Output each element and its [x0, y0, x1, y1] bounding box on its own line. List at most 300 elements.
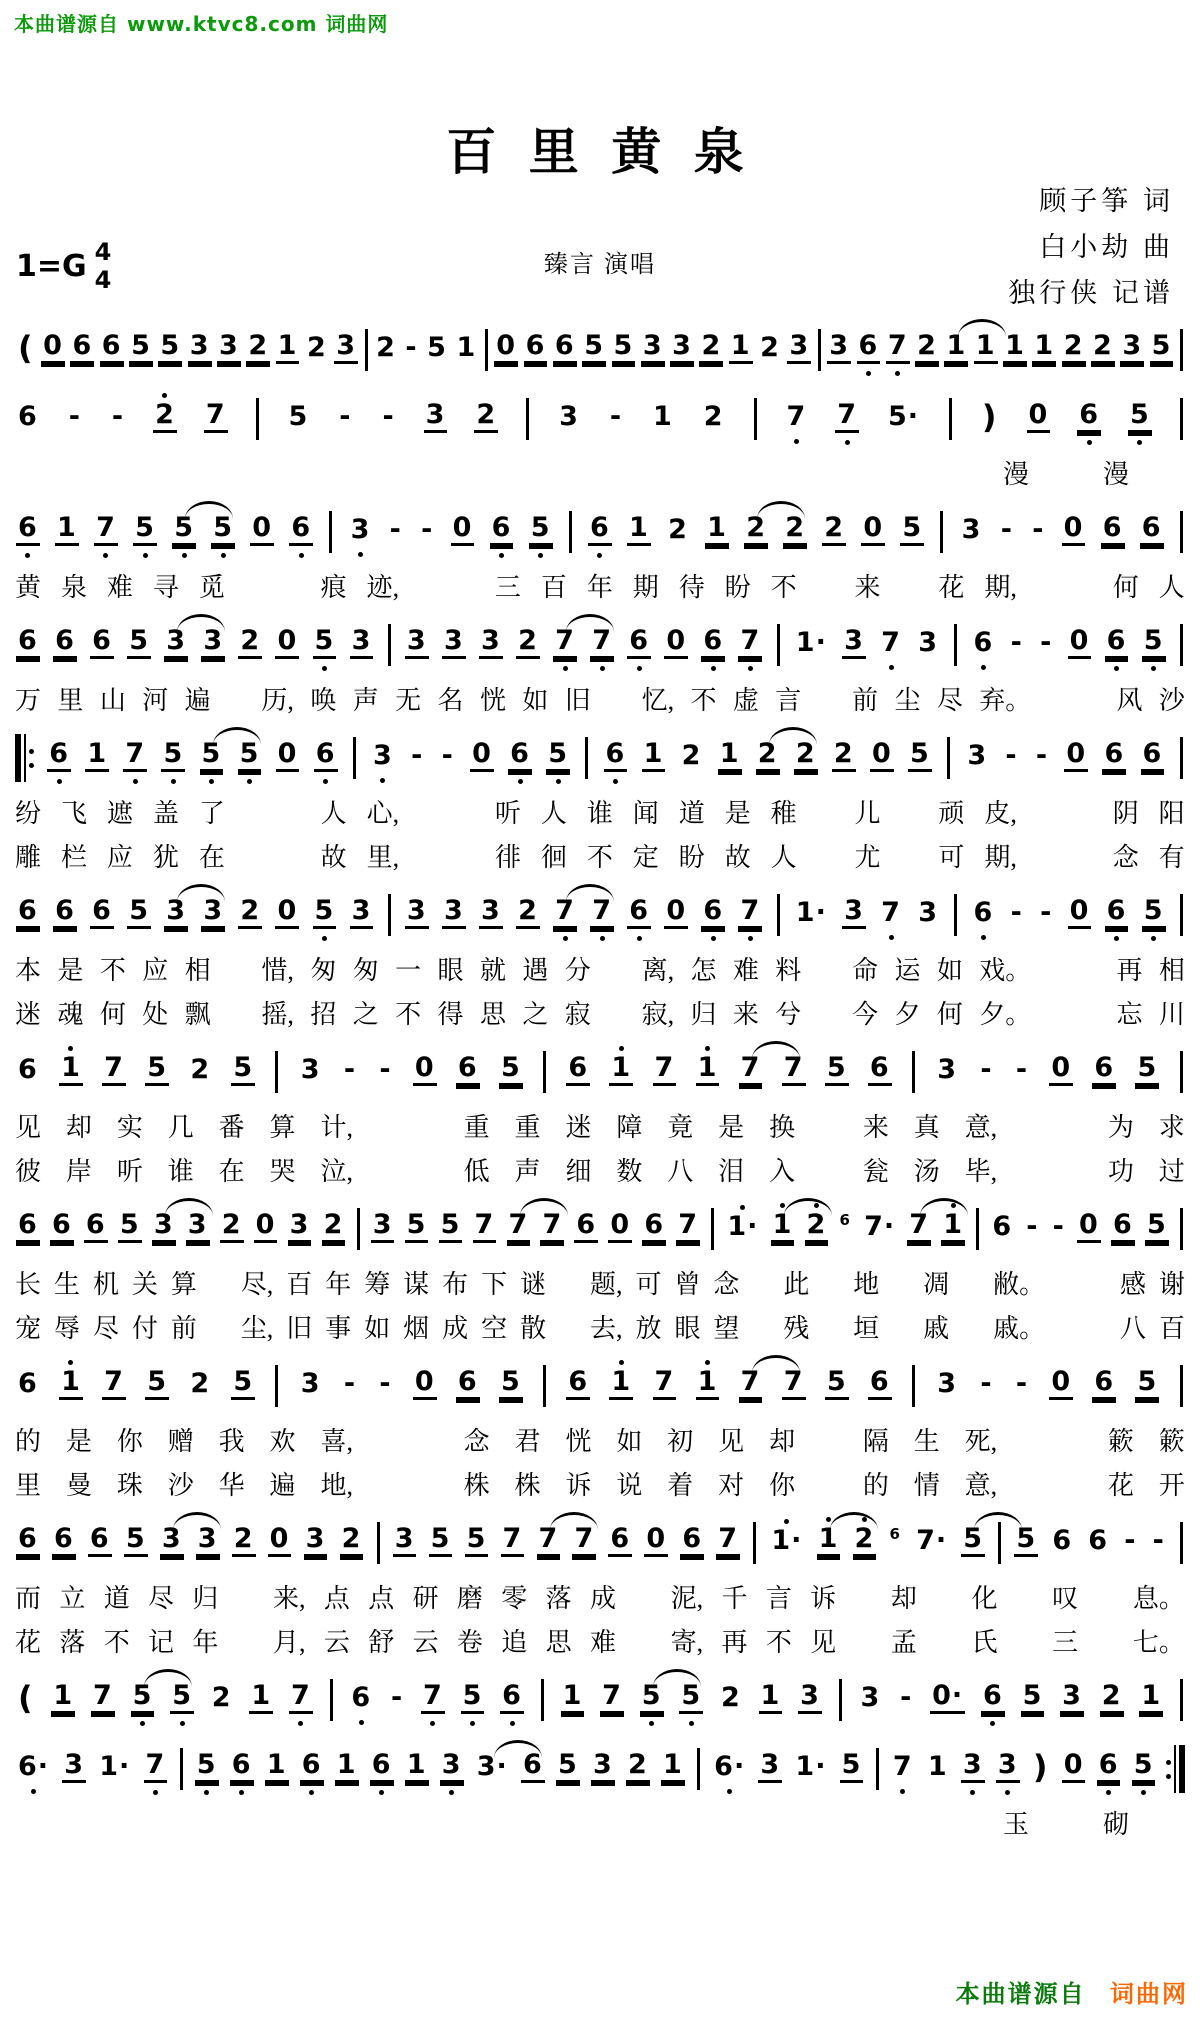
note	[187, 1046, 213, 1099]
lyric-char: 汤	[913, 1157, 940, 1186]
note	[940, 1201, 966, 1257]
octave-dot-slot	[597, 551, 602, 560]
octave-dot-slot	[889, 663, 894, 672]
note	[887, 1517, 902, 1556]
dash-note	[341, 1360, 359, 1413]
note-number: 6	[90, 896, 114, 929]
note-number: 2	[832, 739, 856, 772]
note-number: 6	[701, 626, 725, 659]
note	[929, 1672, 966, 1728]
octave-dot-slot	[981, 933, 986, 942]
low-octave-dot	[209, 779, 214, 784]
note	[15, 504, 41, 560]
note-number: 5	[900, 513, 924, 546]
note-number: 0	[1068, 626, 1092, 659]
lyric-char: 黄	[15, 573, 42, 602]
note	[1141, 887, 1167, 943]
lyric-char: 思	[545, 1628, 572, 1657]
note-number: 5	[439, 1210, 463, 1243]
barline	[947, 737, 950, 779]
lyric-char: 年	[192, 1628, 219, 1657]
lyric-char: 不	[765, 1628, 792, 1657]
lyric-char: 开	[1158, 1471, 1185, 1500]
dash-note	[607, 393, 625, 446]
note-number: 0	[608, 1210, 632, 1243]
note	[143, 1741, 169, 1797]
octave-dot-slot	[556, 777, 561, 786]
note	[275, 730, 301, 786]
lyric-char: 求	[1158, 1113, 1185, 1142]
note	[934, 1046, 960, 1099]
footer-site-name: 词曲网	[1110, 1980, 1188, 2008]
note-number: 0	[41, 331, 65, 364]
note	[839, 1741, 865, 1797]
barline	[697, 1748, 700, 1790]
octave-dot-slot	[613, 777, 618, 786]
lyric-char: 沙	[167, 1471, 194, 1500]
lyric-char: 不	[586, 843, 613, 872]
note-number: 6	[16, 896, 40, 929]
lyric-char: 见	[15, 1113, 42, 1142]
note	[738, 1358, 764, 1414]
note-number: 2	[322, 1210, 346, 1243]
note	[643, 1515, 669, 1571]
notes-line	[15, 1741, 1185, 1797]
lyric-char: 见	[810, 1628, 837, 1657]
footer-source-prefix: 本曲谱源自	[955, 1980, 1086, 2008]
low-octave-dot	[1106, 1790, 1111, 1795]
lyric-char: 离,	[641, 956, 675, 985]
note	[915, 889, 941, 942]
lyric-char: 言	[765, 1584, 792, 1613]
note	[313, 730, 339, 786]
note-number: 3	[201, 896, 225, 929]
lyric-char: 夕	[894, 1000, 921, 1029]
lyric-char: 见	[718, 1427, 745, 1456]
note	[907, 730, 933, 786]
note	[441, 887, 467, 943]
note	[652, 1358, 678, 1414]
lyric-char: 曼	[65, 1471, 92, 1500]
repeat-dots	[1166, 1760, 1171, 1779]
note-number: 6	[1102, 739, 1126, 772]
low-octave-dot	[180, 1721, 185, 1726]
lyric-char: 徊	[540, 843, 567, 872]
lyric-char: 初	[667, 1427, 694, 1456]
lyric-char: 飞	[60, 799, 87, 828]
lyrics-line	[15, 567, 1185, 604]
lyric-char: 谢	[1158, 1270, 1185, 1299]
note-number: -	[111, 400, 125, 432]
note-number: 7	[537, 1524, 561, 1557]
note-number: 7	[653, 1053, 677, 1086]
lyric-char: 来	[854, 573, 881, 602]
lyric-char: 顽	[938, 799, 965, 828]
note-number: 0	[276, 739, 300, 772]
note	[728, 322, 754, 378]
lyric-char: 声	[514, 1157, 541, 1186]
barline	[876, 1748, 879, 1790]
low-octave-dot	[299, 553, 304, 558]
repeat-dots	[29, 749, 34, 768]
note	[469, 730, 495, 786]
lyric-char: 恍	[565, 1427, 592, 1456]
lyric-char: 听	[494, 799, 521, 828]
lyric-char: 万	[15, 686, 42, 715]
note	[973, 322, 999, 378]
lyric-char: 地,	[320, 1471, 353, 1500]
lyric-char: 名	[437, 686, 464, 715]
note	[404, 617, 430, 673]
note-number: 1·	[795, 896, 827, 928]
note-number: 6	[701, 896, 725, 929]
lyric-char: 寄,	[670, 1628, 704, 1657]
credits	[1008, 178, 1174, 316]
note-number: 6	[50, 1210, 74, 1243]
note-number: 3	[798, 1681, 822, 1714]
lyric-char: 眼	[437, 956, 464, 985]
note	[87, 1515, 113, 1571]
high-octave-dot	[784, 1519, 789, 1524]
lyric-char: 眼	[674, 1314, 701, 1343]
barline	[998, 1522, 1001, 1564]
note	[959, 506, 985, 559]
note-number: 1	[944, 331, 968, 364]
lyric-char: 迹,	[366, 573, 400, 602]
note	[915, 619, 941, 672]
dash-note	[376, 1360, 394, 1413]
note-number: 7	[886, 331, 910, 364]
note	[126, 617, 152, 673]
note	[834, 391, 860, 447]
note	[122, 730, 148, 786]
footer-source	[956, 1974, 1188, 2009]
note-number: 3	[350, 626, 374, 659]
note	[450, 504, 476, 560]
low-octave-dot	[748, 936, 753, 941]
note-number: 5	[1135, 1053, 1159, 1086]
lyric-char: 放	[635, 1314, 662, 1343]
note	[611, 322, 637, 378]
note-number: 6	[88, 1524, 112, 1557]
note-number: -	[1015, 1053, 1029, 1085]
note	[573, 1201, 599, 1257]
lyric-char: 期,	[984, 573, 1017, 602]
lyric-char: 念	[1112, 843, 1139, 872]
lyric-char: 念	[713, 1270, 740, 1299]
note	[545, 730, 571, 786]
note-number: 2	[720, 1681, 741, 1713]
note-number: 5	[231, 1367, 255, 1400]
lyric-char: 情	[913, 1471, 940, 1500]
note-number: -	[1015, 1367, 1029, 1399]
dash-note	[1008, 619, 1026, 672]
note	[971, 619, 997, 672]
note	[663, 617, 689, 673]
lyric-char: 忘	[1116, 1000, 1143, 1029]
note	[826, 322, 852, 378]
octave-dot-slot	[470, 1719, 475, 1728]
dash-note	[1033, 732, 1051, 785]
music-system	[15, 1515, 1185, 1659]
note	[856, 322, 882, 378]
note-number: 6	[1101, 513, 1125, 546]
lyric-char: 摇,	[261, 1000, 294, 1029]
note	[187, 1360, 213, 1413]
lyric-char: 如	[616, 1427, 643, 1456]
lyrics-line	[15, 1151, 1185, 1188]
note-number: 3	[304, 1524, 328, 1557]
note-number: 2	[699, 331, 723, 364]
note-number: 5	[640, 1681, 664, 1714]
lyric-char: 唤	[310, 686, 337, 715]
low-octave-dot	[171, 779, 176, 784]
lyric-char: 来	[732, 1000, 759, 1029]
lyric-char: 再	[721, 1628, 748, 1657]
dash-note	[977, 1046, 995, 1099]
note-number: 5	[313, 626, 337, 659]
low-octave-dot	[380, 778, 385, 783]
note	[867, 1358, 893, 1414]
note	[96, 1743, 133, 1796]
note-number: 1·	[727, 1210, 759, 1242]
note	[1140, 730, 1166, 786]
lyrics-line	[15, 1578, 1185, 1615]
octave-dot-slot	[221, 551, 226, 560]
note	[267, 1515, 293, 1571]
note	[878, 619, 904, 672]
low-octave-dot	[889, 665, 894, 670]
octave-dot-slot	[563, 664, 568, 673]
note	[370, 1201, 396, 1257]
lyric-char: 期	[632, 573, 659, 602]
note-number: 2	[516, 896, 540, 929]
barline	[1180, 1522, 1183, 1564]
lyrics-line	[15, 454, 1185, 491]
note-number: 7	[881, 626, 901, 658]
note	[287, 1201, 313, 1257]
note-number: 5	[170, 1681, 194, 1714]
octave-dot-slot	[895, 369, 900, 378]
note-number: 2	[516, 626, 540, 659]
note-number: 6	[524, 331, 548, 364]
note	[349, 617, 375, 673]
dash-note	[109, 393, 127, 446]
time-signature-numerator: 4	[94, 238, 112, 266]
note	[989, 1203, 1015, 1256]
note	[1104, 617, 1130, 673]
barline	[711, 1208, 714, 1250]
lyric-char: 闻	[632, 799, 659, 828]
note	[370, 732, 396, 785]
lyric-char: 百	[540, 573, 567, 602]
lyric-char: 人	[1158, 573, 1185, 602]
note-number: 0	[413, 1053, 437, 1086]
note-number: 5	[612, 331, 636, 364]
note-number: 0	[268, 1524, 292, 1557]
note-number: 3	[217, 331, 241, 364]
notes-line	[15, 322, 1185, 378]
note	[58, 1044, 84, 1100]
note-number: 6	[314, 739, 338, 772]
octave-dot-slot	[637, 934, 642, 943]
lyric-char: 戏。	[979, 956, 1032, 985]
low-octave-dot	[970, 1790, 975, 1795]
note	[607, 1201, 633, 1257]
lyric-char: 阳	[1158, 799, 1185, 828]
note	[695, 1044, 721, 1100]
high-octave-dot	[951, 1203, 956, 1208]
lyric-char: 故	[320, 843, 347, 872]
dash-note	[1013, 1360, 1031, 1413]
octave-dot-slot	[518, 777, 523, 786]
note-number: -	[343, 1367, 357, 1399]
note	[404, 1741, 430, 1797]
note-number: 7	[739, 1053, 763, 1086]
note	[626, 617, 652, 673]
lyric-char: 追	[501, 1628, 528, 1657]
note	[1141, 617, 1167, 673]
octave-dot-slot	[1087, 438, 1092, 447]
lyric-char: 舒	[368, 1628, 395, 1657]
note-number: 0	[861, 513, 885, 546]
note	[210, 504, 236, 560]
note-number: 2	[474, 400, 498, 433]
lyric-char: 地	[853, 1270, 880, 1299]
note-number: 2	[238, 626, 262, 659]
lyric-char: 几	[167, 1113, 194, 1142]
note	[200, 617, 226, 673]
low-octave-dot	[895, 371, 900, 376]
note-number: 7	[421, 1681, 445, 1714]
lyric-char: 料	[775, 956, 802, 985]
note	[15, 1046, 41, 1099]
note-number: 7	[782, 1053, 806, 1086]
note-number: 6	[588, 513, 612, 546]
note-number: 6	[47, 739, 71, 772]
note-number: 1	[249, 1681, 273, 1714]
note-number: 5	[124, 1524, 148, 1557]
note-number: 3	[559, 400, 579, 432]
note-number: 5	[131, 1681, 155, 1714]
octave-dot-slot	[239, 1788, 244, 1797]
note-number: 1	[729, 331, 753, 364]
note	[581, 322, 607, 378]
lyric-char: 人	[320, 799, 347, 828]
octave-dot-slot	[637, 664, 642, 673]
lyric-char: 归	[192, 1584, 219, 1613]
note	[515, 617, 541, 673]
note-number: 6	[300, 1750, 324, 1783]
note-number: 6	[981, 1681, 1005, 1714]
note	[1076, 391, 1102, 447]
lyric-char: 说	[616, 1471, 643, 1500]
note-number: 6	[16, 626, 40, 659]
note	[528, 504, 554, 560]
low-octave-dot	[143, 553, 148, 558]
note	[925, 1743, 951, 1796]
note	[424, 324, 450, 377]
note	[203, 391, 229, 447]
note-number: 5	[238, 739, 262, 772]
note-number: 6	[521, 1750, 545, 1783]
lyric-char: 却	[890, 1584, 917, 1613]
note	[824, 1044, 850, 1100]
lyric-char: 前	[852, 686, 879, 715]
note	[711, 1743, 748, 1796]
repeat-thin-bar	[1174, 1745, 1176, 1793]
note-number: 6	[230, 1750, 254, 1783]
barline	[256, 398, 259, 440]
note	[607, 1515, 633, 1571]
note	[878, 889, 904, 942]
note	[625, 1741, 651, 1797]
low-octave-dot	[1141, 1790, 1146, 1795]
note-number: 3	[842, 896, 866, 929]
barline	[777, 894, 780, 936]
lyric-char: 数	[616, 1157, 643, 1186]
octave-dot-slot	[794, 437, 799, 446]
note-number: 6	[84, 1210, 108, 1243]
octave-dot-slot	[25, 551, 30, 560]
barline	[754, 398, 757, 440]
note-number: -	[421, 513, 434, 545]
lyric-char: 尘,	[240, 1314, 274, 1343]
note-number: -	[405, 331, 418, 363]
note-number: 7	[892, 1750, 913, 1782]
lyric-char: 戚	[923, 1314, 950, 1343]
note	[15, 1515, 41, 1571]
note-number: 2	[190, 1053, 211, 1085]
note	[489, 504, 515, 560]
note	[412, 1044, 438, 1100]
note-number: 6	[16, 1524, 40, 1557]
lyric-char: 卷	[456, 1628, 483, 1657]
note-number: 2	[756, 739, 780, 772]
note	[757, 324, 783, 377]
repeat-start-sign	[15, 734, 34, 782]
note-number: 2	[703, 400, 724, 432]
paren	[15, 1674, 37, 1727]
octave-dot-slot	[31, 1787, 36, 1796]
note	[737, 617, 763, 673]
note	[626, 887, 652, 943]
note-number: 3	[300, 1367, 321, 1399]
note	[455, 1044, 481, 1100]
note	[46, 730, 72, 786]
note	[858, 1674, 884, 1727]
note-number: 5	[313, 896, 337, 929]
note	[248, 1672, 274, 1728]
note	[523, 322, 549, 378]
note	[1067, 887, 1093, 943]
note-number: 7	[540, 1210, 564, 1243]
note-number: 5	[1132, 1750, 1156, 1783]
note	[552, 617, 578, 673]
note	[304, 324, 330, 377]
note-number: 1·	[795, 1750, 827, 1782]
note	[209, 1674, 235, 1727]
lyric-char: 归	[690, 1000, 717, 1029]
note-number: 2	[805, 1210, 829, 1243]
lyrics-line	[15, 1465, 1185, 1502]
note-number: 1	[609, 1367, 633, 1400]
note-number: 5	[1014, 1524, 1038, 1557]
lyric-char: 念	[463, 1427, 490, 1456]
lyric-char: 虚	[732, 686, 759, 715]
music-system	[15, 1201, 1185, 1345]
note	[144, 1044, 170, 1100]
